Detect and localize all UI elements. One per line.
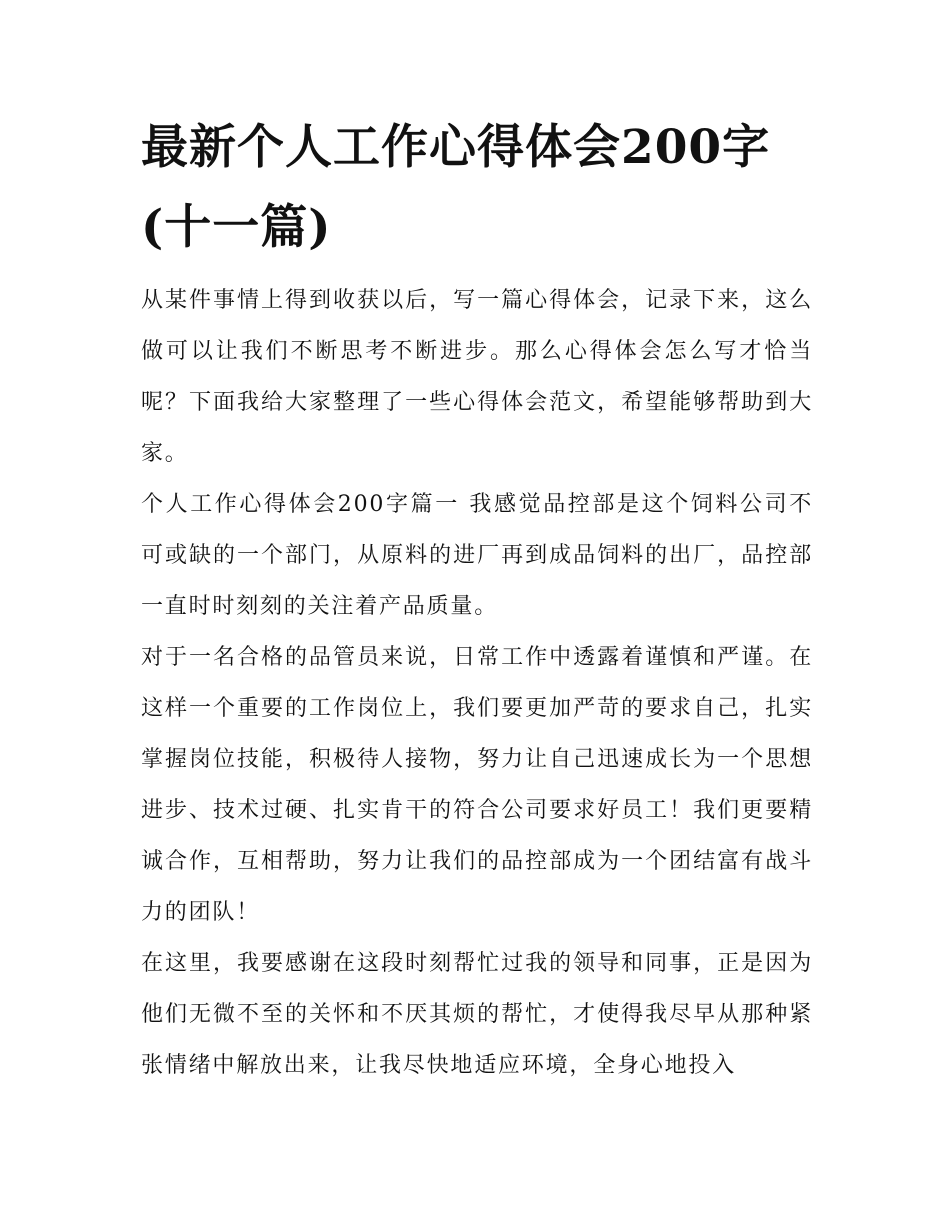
- document-body: [141, 275, 813, 1091]
- paragraph-quality-inspector: 对于一名合格的品管员来说，日常工作中透露着谨慎和严谨。在这样一个重要的工作岗位上，我们要更加严苛的要求自己，扎实掌握岗位技能，积极待人接物，努力让自己迅速成长为一个思想进步、技术过硬、扎实肯干的符合公司要求好员工！我们更要精诚合作，互相帮助，努力让我们的品控部成为一个团结富有战斗力的团队！: [141, 645, 813, 925]
- paragraph-intro: 从某件事情上得到收获以后，写一篇心得体会，记录下来，这么做可以让我们不断思考不断进步。那么心得体会怎么写才恰当呢？下面我给大家整理了一些心得体会范文，希望能够帮助到大家。: [141, 288, 813, 466]
- paragraph-thanks: 在这里，我要感谢在这段时刻帮忙过我的领导和同事，正是因为他们无微不至的关怀和不厌其烦的帮忙，才使得我尽早从那种紧张情绪中解放出来，让我尽快地适应环境，全身心地投入: [141, 951, 813, 1078]
- document-title: 最新个人工作心得体会200字(十一篇): [141, 120, 771, 255]
- paragraph-part-one: 个人工作心得体会200字篇一 我感觉品控部是这个饲料公司不可或缺的一个部门，从原料的进厂再到成品饲料的出厂，品控部一直时时刻刻的关注着产品质量。: [141, 492, 813, 619]
